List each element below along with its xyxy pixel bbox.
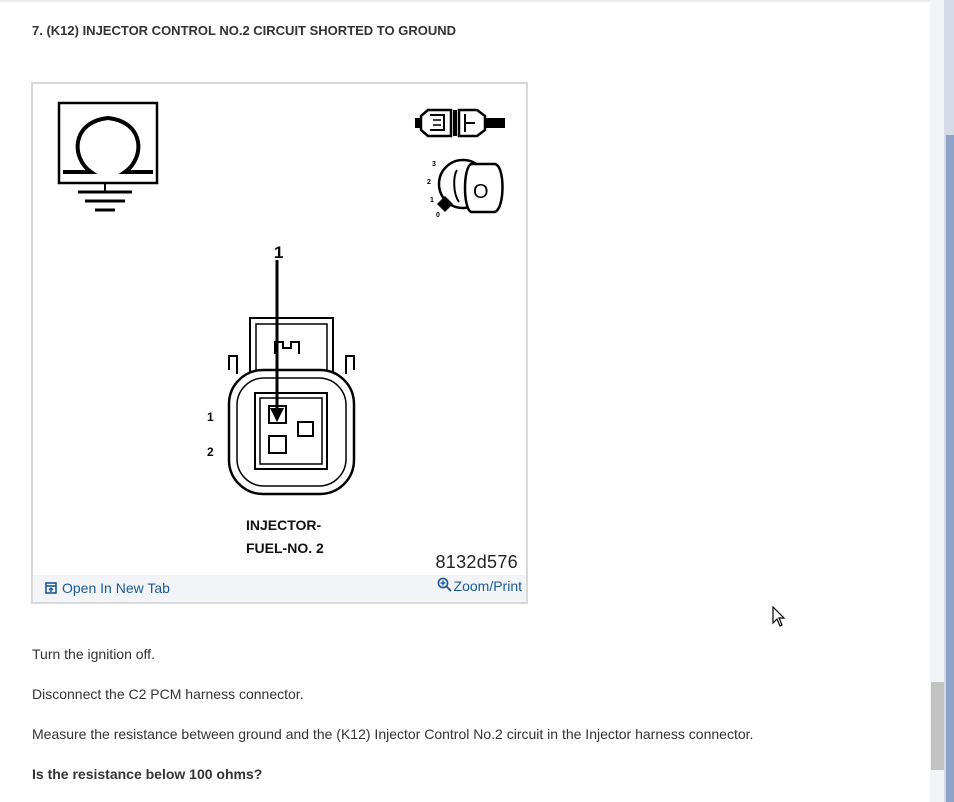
instruction-2: Disconnect the C2 PCM harness connector. [32,686,304,702]
key-glyph: O [473,181,489,203]
test-question: Is the resistance below 100 ohms? [32,766,263,782]
disconnect-connector-icon [415,110,505,136]
open-new-tab-label[interactable]: Open In New Tab [62,580,170,596]
probe-pin-label: 1 [274,243,284,262]
connector-label-line2: FUEL-NO. 2 [246,540,324,556]
instruction-1: Turn the ignition off. [32,646,155,662]
ignition-pos-0: 0 [436,212,440,219]
figure-footer [33,575,526,602]
connector-diagram [33,84,526,602]
pin-2-label: 2 [207,445,214,459]
zoom-print-link[interactable] [437,578,522,594]
ohmmeter-icon [59,103,157,210]
pin-1-label: 1 [207,410,214,424]
instruction-3: Measure the resistance between ground and the (K12) Injector Control No.2 circuit in the Injector harness connector. [32,726,754,742]
open-new-tab-icon [45,582,57,594]
top-shadow [0,0,930,3]
injector-connector [229,260,354,494]
window-edge-accent [946,135,954,802]
ignition-pos-2: 2 [427,179,431,186]
ignition-pos-3: 3 [432,161,436,168]
figure-id: 8132d576 [435,552,518,572]
ignition-off-icon [427,160,503,219]
zoom-in-icon [437,577,452,592]
connector-label-line1: INJECTOR- [246,517,322,533]
open-new-tab-link[interactable] [45,580,170,596]
zoom-print-label[interactable]: Zoom/Print [453,578,522,594]
ignition-pos-1: 1 [430,197,434,204]
step-title: 7. (K12) INJECTOR CONTROL NO.2 CIRCUIT SHORTED TO GROUND [32,23,456,38]
diagram-figure [31,82,528,604]
mouse-cursor-icon [772,606,786,628]
scrollbar-thumb[interactable] [931,682,944,770]
